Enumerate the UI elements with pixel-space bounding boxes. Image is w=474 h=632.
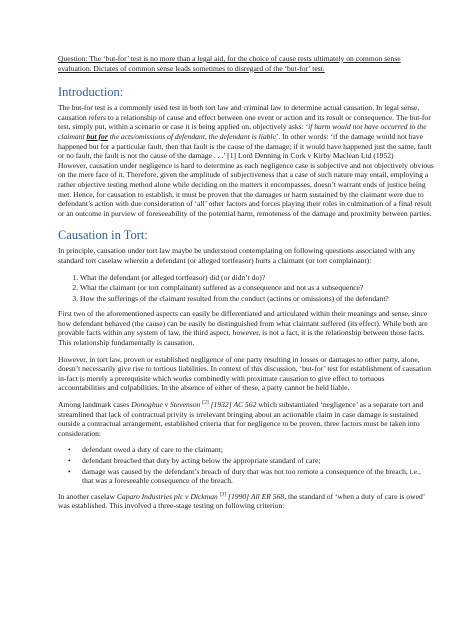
p4-text-b: which substantiated ‘negligence’ as a separate tort and streamlined that lack of contractual privity is irrelevant bringing about an actionable claim in case damage is sustained outside a contractual arrangement, established criteria that for negligence to be proven, three factors must be taken into consideration: — [58, 400, 424, 438]
introduction-paragraph-2: However, causation under negligence is hard to determine as each negligence case is subjective and not objectively obvious on the mere face of it. Therefore, given the amplitude of subjectiveness that a case of such nature may entail, employing a rather objective testing method alone while deciding on the matters it encompasses, doesn’t warrant ends of justice being met. Hence, for causation to establish, it must be proven that the damages or harm sustained by the claimant were due to defendant’s action with due consideration of ‘all’ other factors and forces playing their roles in culmination of a final result or an outcome in purview of foreseeability of the potential harm, remoteness of the damage and proximity between parties. — [58, 160, 434, 218]
causation-heading: Causation in Tort: — [58, 228, 148, 243]
list-item — [68, 456, 434, 466]
causation-in-tort-section — [58, 228, 434, 511]
intro-quote-b: the acts/omissions of defendant, the defendant is liable — [107, 131, 276, 141]
list-item-text: damage was caused by the defendant’s breach of duty that was not too remote a consequence of the breach, i.e., that was a foreseeable consequence of the breach. — [82, 466, 421, 486]
introduction-section — [58, 85, 434, 218]
footnote-ref-2[interactable]: [2] — [202, 399, 209, 406]
negligence-factors-list — [58, 445, 434, 485]
p5-text-a: In another caselaw — [58, 491, 117, 501]
tort-paragraph-3: However, in tort law, proven or established negligence of one party resulting in losses or damages to other party, alone, doesn’t necessarily give rise to tortious liabilities. In context of this discussion, ‘but-for’ test for establishment of causation in-fact is merely a prerequisite which works combinedly with proximate causation to give effect to tortuous accountabilities and culpabilities. In the absence of either of these, a party cannot be held liable. — [58, 354, 432, 393]
tort-paragraph-4 — [58, 400, 434, 438]
list-item — [68, 445, 434, 455]
case-name-donoghue: Donoghue v Stevenson — [131, 400, 201, 410]
list-item: 1. What the defendant (or alleged tortfeasor) did (or didn’t do)? — [80, 273, 434, 283]
introduction-heading: Introduction: — [58, 85, 124, 100]
intro-quote-bold: but for — [86, 131, 108, 141]
case-citation-caparo: [1990] All ER 568, — [226, 491, 287, 501]
introduction-paragraph-1 — [58, 103, 434, 161]
intro-text-a: The but-for test is a commonly used test in both tort law and criminal law to determine actual causation. In legal sense, causation refers to a relationship of cause and effect between one event or action and its result or consequence. The but-for test, simply put, within a scenario or case it is being applied on, objectively asks: ‘ — [58, 103, 431, 132]
intro-quote-a: if harm would not have occurred to the claimant — [58, 122, 427, 141]
question-statement: Question: The ‘but-for’ test is no more than a legal aid, for the choice of cause rests ultimately on common sense evaluation. Dictates of common sense leads sometimes to disregard of the ‘but-for’ test. — [58, 54, 401, 73]
tort-paragraph-1: In principle, causation under tort law maybe be understood contemplating on following questions associated with any standard tort caselaw wherein a defendant (or alleged tortfeasor) hurts a claimant (or tort complainant): — [58, 246, 416, 265]
list-item-text: defendant owed a duty of care to the claimant; — [82, 445, 223, 455]
list-item-text: defendant breached that duty by acting below the appropriate standard of care; — [82, 456, 321, 465]
list-item: 3. How the sufferings of the claimant resulted from the conduct (actions or omissions) of the defendant? — [80, 294, 434, 304]
case-citation-donoghue: [1932] AC 562 — [208, 400, 257, 410]
list-item — [68, 466, 434, 486]
tort-questions-list — [58, 273, 434, 304]
footnote-ref-3[interactable]: [3] — [219, 491, 227, 498]
tort-paragraph-5 — [58, 492, 434, 511]
p4-text-a: Among landmark cases — [58, 400, 132, 410]
bullet-icon: • — [68, 466, 71, 476]
p5-text-b: the standard of ‘when a duty of care is owed’ was established. This involved a three-stage testing on following criterion: — [58, 491, 425, 511]
case-name-caparo: Caparo Industries plc v Dickman — [116, 491, 218, 501]
tort-paragraph-2: First two of the aforementioned aspects can easily be differentiated and articulated within their meanings and sense, since how defendant behaved (the cause) can be easily be distinguished from what claimant suffered (its effect). While both are provable facts within any system of law, the third aspect, however, is not a fact, it is the relationship between those facts. This relationship fundamentally is causation. — [58, 309, 428, 348]
bullet-icon: • — [68, 445, 71, 455]
bullet-icon: • — [68, 456, 71, 465]
list-item: 2. What the claimant (or tort complainant) suffered as a consequence and not as a subsequence? — [80, 283, 434, 293]
intro-text-b: ’. In other words: ‘if the damage would not have happened but for a particular fault, then that fault is the cause of the damage; if it would have happened just the same, fault or no fault, the fault is not the cause of the damage . . .’ [1] Lord Denning in Cork v Kirby Maclean Ltd (1952) — [58, 131, 432, 161]
